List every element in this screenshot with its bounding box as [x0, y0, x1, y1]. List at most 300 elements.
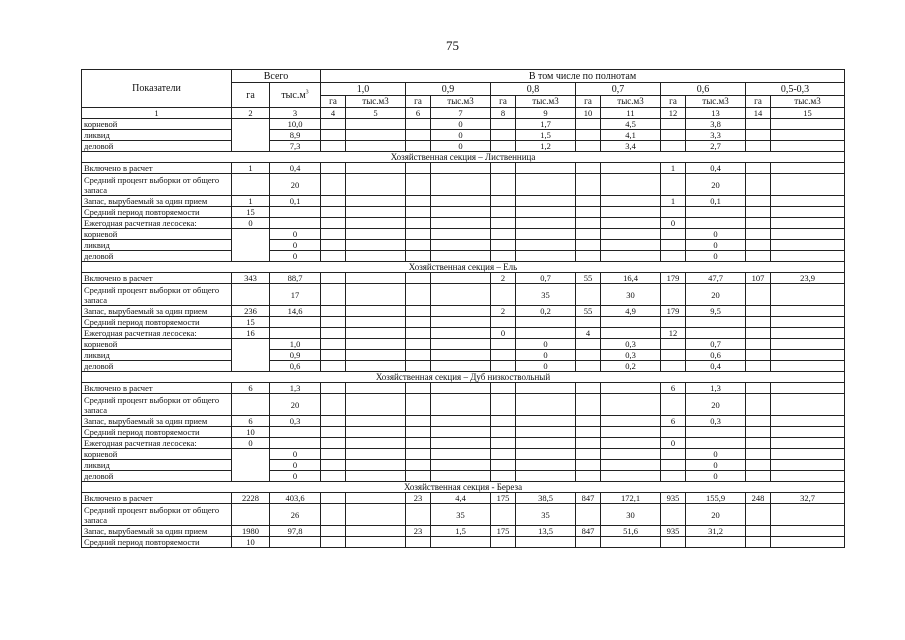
- table-cell: [516, 537, 576, 548]
- table-cell: [491, 350, 516, 361]
- table-cell: [516, 449, 576, 460]
- table-cell: [346, 350, 406, 361]
- row-label: Включено в расчет: [82, 383, 232, 394]
- header-thous-m3: тыс.м3: [516, 96, 576, 108]
- table-row: [82, 526, 845, 537]
- table-cell: [661, 394, 686, 416]
- table-cell: [601, 383, 661, 394]
- table-cell: [321, 339, 346, 350]
- table-cell: 0: [661, 438, 686, 449]
- table-cell: [601, 394, 661, 416]
- table-cell: [232, 119, 270, 130]
- table-cell: 0,9: [270, 350, 321, 361]
- table-cell: [771, 328, 845, 339]
- table-cell: [431, 218, 491, 229]
- table-cell: [431, 273, 491, 284]
- table-cell: [232, 130, 270, 141]
- header-density: 0,6: [661, 83, 746, 96]
- table-cell: [232, 460, 270, 471]
- table-cell: 0,1: [270, 196, 321, 207]
- table-cell: [661, 350, 686, 361]
- table-cell: [321, 493, 346, 504]
- table-cell: [661, 471, 686, 482]
- table-cell: [232, 251, 270, 262]
- table-cell: 0: [270, 460, 321, 471]
- table-cell: [431, 438, 491, 449]
- table-cell: [270, 427, 321, 438]
- header-thous-m3: тыс.м3: [346, 96, 406, 108]
- table-row: [82, 229, 845, 240]
- table-cell: [321, 218, 346, 229]
- table-cell: 10: [232, 537, 270, 548]
- table-cell: [431, 317, 491, 328]
- header-ha: га: [491, 96, 516, 108]
- table-cell: [746, 438, 771, 449]
- table-cell: [406, 537, 431, 548]
- table-cell: [661, 174, 686, 196]
- header-thous-m3: тыс.м3: [686, 96, 746, 108]
- column-number: 4: [321, 108, 346, 119]
- table-cell: [406, 141, 431, 152]
- table-cell: [771, 130, 845, 141]
- header-thous-m3: тыс.м3: [431, 96, 491, 108]
- row-label: Средний процент выборки от общего запаса: [82, 394, 232, 416]
- table-cell: [321, 163, 346, 174]
- table-cell: 0: [431, 119, 491, 130]
- table-cell: [516, 394, 576, 416]
- table-cell: [346, 174, 406, 196]
- table-cell: [746, 251, 771, 262]
- table-cell: [346, 240, 406, 251]
- table-cell: 0,7: [516, 273, 576, 284]
- table-cell: [746, 218, 771, 229]
- table-cell: 847: [576, 493, 601, 504]
- table-cell: [771, 416, 845, 427]
- table-cell: [406, 284, 431, 306]
- header-density: 1,0: [321, 83, 406, 96]
- table-cell: [406, 350, 431, 361]
- table-cell: 248: [746, 493, 771, 504]
- table-cell: [661, 427, 686, 438]
- table-cell: 1,5: [516, 130, 576, 141]
- table-cell: 35: [516, 504, 576, 526]
- table-cell: 0: [232, 438, 270, 449]
- table-cell: [771, 361, 845, 372]
- table-cell: [661, 460, 686, 471]
- table-cell: 0,4: [686, 361, 746, 372]
- table-cell: [346, 449, 406, 460]
- table-cell: 0,3: [601, 339, 661, 350]
- table-row: [82, 273, 845, 284]
- header-ha: га: [576, 96, 601, 108]
- table-cell: [232, 174, 270, 196]
- table-row: [82, 383, 845, 394]
- table-cell: 0,2: [516, 306, 576, 317]
- table-cell: [346, 229, 406, 240]
- table-cell: [431, 229, 491, 240]
- table-row: [82, 240, 845, 251]
- table-cell: [346, 504, 406, 526]
- table-cell: [431, 251, 491, 262]
- table-cell: [406, 416, 431, 427]
- table-cell: [576, 504, 601, 526]
- table-cell: [576, 218, 601, 229]
- header-ha: га: [661, 96, 686, 108]
- table-cell: [346, 273, 406, 284]
- table-cell: [346, 438, 406, 449]
- table-cell: [406, 240, 431, 251]
- table-cell: [406, 460, 431, 471]
- table-cell: [661, 361, 686, 372]
- table-cell: [321, 141, 346, 152]
- table-cell: [771, 196, 845, 207]
- column-number: 9: [516, 108, 576, 119]
- table-cell: 179: [661, 306, 686, 317]
- table-cell: [431, 361, 491, 372]
- table-cell: [771, 229, 845, 240]
- table-cell: 0: [686, 251, 746, 262]
- table-cell: [601, 218, 661, 229]
- table-cell: 1980: [232, 526, 270, 537]
- section-row: [82, 482, 845, 493]
- table-cell: 4,9: [601, 306, 661, 317]
- table-cell: [771, 526, 845, 537]
- table-cell: [686, 218, 746, 229]
- table-cell: [661, 229, 686, 240]
- table-cell: [746, 328, 771, 339]
- table-cell: [516, 163, 576, 174]
- table-row: [82, 361, 845, 372]
- table-cell: [431, 240, 491, 251]
- table-cell: [232, 394, 270, 416]
- table-cell: 14,6: [270, 306, 321, 317]
- table-cell: 236: [232, 306, 270, 317]
- table-cell: 2: [491, 273, 516, 284]
- table-cell: [661, 240, 686, 251]
- table-cell: [491, 427, 516, 438]
- table-cell: 23: [406, 493, 431, 504]
- column-number: 12: [661, 108, 686, 119]
- table-cell: [771, 317, 845, 328]
- table-cell: 30: [601, 284, 661, 306]
- table-cell: 3,4: [601, 141, 661, 152]
- table-cell: [346, 493, 406, 504]
- table-cell: [431, 427, 491, 438]
- table-cell: 0: [431, 130, 491, 141]
- table-cell: [771, 218, 845, 229]
- table-cell: [771, 207, 845, 218]
- table-cell: [321, 273, 346, 284]
- allowable-cut-table: [81, 69, 845, 548]
- table-cell: [576, 460, 601, 471]
- table-cell: 935: [661, 526, 686, 537]
- table-cell: [491, 119, 516, 130]
- row-label: ликвид: [82, 460, 232, 471]
- table-cell: 1: [661, 163, 686, 174]
- table-cell: 30: [601, 504, 661, 526]
- table-cell: [771, 174, 845, 196]
- row-label: корневой: [82, 339, 232, 350]
- table-cell: [601, 229, 661, 240]
- table-cell: [232, 141, 270, 152]
- table-cell: [661, 141, 686, 152]
- table-cell: [321, 416, 346, 427]
- table-cell: [321, 284, 346, 306]
- table-cell: [576, 163, 601, 174]
- table-cell: [406, 196, 431, 207]
- table-cell: 0,4: [686, 163, 746, 174]
- table-cell: 343: [232, 273, 270, 284]
- table-cell: 16,4: [601, 273, 661, 284]
- row-label: ликвид: [82, 350, 232, 361]
- table-cell: 38,5: [516, 493, 576, 504]
- table-cell: [321, 394, 346, 416]
- table-cell: [321, 119, 346, 130]
- table-cell: [321, 361, 346, 372]
- table-cell: [746, 240, 771, 251]
- row-label: Средний период повторяемости: [82, 207, 232, 218]
- table-cell: [406, 229, 431, 240]
- table-cell: [516, 196, 576, 207]
- table-row: [82, 449, 845, 460]
- table-cell: [406, 207, 431, 218]
- header-density: 0,8: [491, 83, 576, 96]
- table-cell: [746, 141, 771, 152]
- table-row: [82, 218, 845, 229]
- header-total-thous-m3: $тыс.м^3$: [270, 83, 321, 108]
- table-cell: 20: [686, 174, 746, 196]
- table-cell: [746, 526, 771, 537]
- table-cell: [491, 174, 516, 196]
- table-cell: [576, 449, 601, 460]
- table-cell: [321, 471, 346, 482]
- table-cell: 2,7: [686, 141, 746, 152]
- table-cell: 16: [232, 328, 270, 339]
- table-cell: [406, 306, 431, 317]
- table-cell: [516, 240, 576, 251]
- column-number: 5: [346, 108, 406, 119]
- table-cell: 0: [270, 229, 321, 240]
- table-cell: [491, 471, 516, 482]
- table-cell: [346, 394, 406, 416]
- table-cell: [576, 361, 601, 372]
- table-cell: [771, 284, 845, 306]
- header-ha: га: [406, 96, 431, 108]
- table-cell: 12: [661, 328, 686, 339]
- table-cell: [746, 229, 771, 240]
- table-cell: 88,7: [270, 273, 321, 284]
- row-label: Запас, вырубаемый за один прием: [82, 526, 232, 537]
- table-cell: [746, 471, 771, 482]
- table-cell: [516, 174, 576, 196]
- table-cell: [431, 460, 491, 471]
- table-cell: [686, 438, 746, 449]
- column-number: 14: [746, 108, 771, 119]
- table-cell: [321, 427, 346, 438]
- table-cell: [661, 284, 686, 306]
- row-label: Ежегодная расчетная лесосека:: [82, 218, 232, 229]
- table-cell: [746, 416, 771, 427]
- table-cell: [346, 119, 406, 130]
- table-cell: [406, 339, 431, 350]
- table-cell: 155,9: [686, 493, 746, 504]
- column-number: 13: [686, 108, 746, 119]
- table-cell: [346, 328, 406, 339]
- table-cell: [576, 537, 601, 548]
- table-cell: [321, 537, 346, 548]
- table-cell: [270, 328, 321, 339]
- table-cell: 847: [576, 526, 601, 537]
- table-cell: [576, 394, 601, 416]
- table-cell: [576, 350, 601, 361]
- table-cell: [661, 504, 686, 526]
- table-cell: [321, 350, 346, 361]
- table-cell: 0: [491, 328, 516, 339]
- table-cell: [771, 141, 845, 152]
- table-cell: 0: [431, 141, 491, 152]
- table-cell: [686, 537, 746, 548]
- row-label: Средний процент выборки от общего запаса: [82, 284, 232, 306]
- table-cell: [321, 317, 346, 328]
- table-cell: 403,6: [270, 493, 321, 504]
- table-cell: 15: [232, 207, 270, 218]
- table-cell: 0,6: [270, 361, 321, 372]
- table-cell: [746, 163, 771, 174]
- table-cell: [771, 394, 845, 416]
- table-cell: [321, 174, 346, 196]
- table-cell: 0: [232, 218, 270, 229]
- table-cell: [406, 251, 431, 262]
- table-cell: 55: [576, 273, 601, 284]
- table-cell: 4: [576, 328, 601, 339]
- table-cell: [321, 240, 346, 251]
- table-cell: 8,9: [270, 130, 321, 141]
- table-cell: 0,3: [270, 416, 321, 427]
- table-cell: 51,6: [601, 526, 661, 537]
- table-cell: 6: [661, 416, 686, 427]
- table-cell: [406, 163, 431, 174]
- table-cell: 0: [516, 350, 576, 361]
- table-cell: [771, 537, 845, 548]
- table-cell: [576, 119, 601, 130]
- column-number: 6: [406, 108, 431, 119]
- table-body: [82, 119, 845, 548]
- column-number: 1: [82, 108, 232, 119]
- table-cell: 175: [491, 526, 516, 537]
- table-cell: 1: [661, 196, 686, 207]
- table-cell: [771, 383, 845, 394]
- table-cell: [321, 526, 346, 537]
- table-cell: [746, 339, 771, 350]
- table-cell: [771, 119, 845, 130]
- table-cell: [431, 306, 491, 317]
- table-cell: 20: [686, 394, 746, 416]
- table-cell: [771, 306, 845, 317]
- page-number: 75: [446, 38, 459, 53]
- table-cell: [406, 273, 431, 284]
- table-row: [82, 196, 845, 207]
- table-cell: [516, 218, 576, 229]
- table-cell: 0: [686, 471, 746, 482]
- table-cell: [431, 416, 491, 427]
- table-cell: [746, 361, 771, 372]
- table-cell: [746, 350, 771, 361]
- header-indicators: Показатели: [82, 70, 232, 108]
- table-cell: [321, 438, 346, 449]
- table-cell: [270, 317, 321, 328]
- table-cell: [346, 383, 406, 394]
- table-cell: [601, 449, 661, 460]
- section-title: Хозяйственная секция – Лиственница: [82, 152, 845, 163]
- table-cell: [346, 130, 406, 141]
- table-cell: [686, 427, 746, 438]
- table-cell: [431, 537, 491, 548]
- table-cell: 23,9: [771, 273, 845, 284]
- table-cell: 32,7: [771, 493, 845, 504]
- table-cell: [771, 163, 845, 174]
- table-cell: [686, 207, 746, 218]
- table-cell: 0: [661, 218, 686, 229]
- table-cell: [232, 240, 270, 251]
- table-cell: 0,7: [686, 339, 746, 350]
- table-cell: [661, 537, 686, 548]
- table-row: [82, 130, 845, 141]
- table-cell: [601, 471, 661, 482]
- row-label: Включено в расчет: [82, 163, 232, 174]
- section-title: Хозяйственная секция - Береза: [82, 482, 845, 493]
- table-cell: [576, 383, 601, 394]
- table-cell: [516, 427, 576, 438]
- table-cell: 107: [746, 273, 771, 284]
- table-cell: 0,1: [686, 196, 746, 207]
- table-cell: [346, 207, 406, 218]
- table-cell: 20: [270, 174, 321, 196]
- table-cell: [661, 251, 686, 262]
- table-cell: 6: [661, 383, 686, 394]
- table-cell: [576, 427, 601, 438]
- table-row: [82, 438, 845, 449]
- column-number: 2: [232, 108, 270, 119]
- table-cell: [491, 130, 516, 141]
- table-cell: 2: [491, 306, 516, 317]
- row-label: Запас, вырубаемый за один прием: [82, 416, 232, 427]
- table-cell: [491, 394, 516, 416]
- table-cell: 47,7: [686, 273, 746, 284]
- table-cell: [576, 339, 601, 350]
- row-label: Средний период повторяемости: [82, 537, 232, 548]
- column-number: 7: [431, 108, 491, 119]
- header-total-ha: га: [232, 83, 270, 108]
- table-cell: [576, 141, 601, 152]
- table-cell: [431, 328, 491, 339]
- table-row: [82, 163, 845, 174]
- table-cell: [491, 449, 516, 460]
- table-cell: [346, 460, 406, 471]
- table-cell: 6: [232, 383, 270, 394]
- table-cell: [406, 317, 431, 328]
- table-row: [82, 416, 845, 427]
- table-cell: [746, 449, 771, 460]
- table-cell: 23: [406, 526, 431, 537]
- table-cell: [746, 119, 771, 130]
- table-cell: [576, 196, 601, 207]
- table-cell: [491, 339, 516, 350]
- table-cell: 4,5: [601, 119, 661, 130]
- table-cell: [601, 460, 661, 471]
- table-cell: [576, 240, 601, 251]
- row-label: деловой: [82, 471, 232, 482]
- table-cell: 0: [686, 460, 746, 471]
